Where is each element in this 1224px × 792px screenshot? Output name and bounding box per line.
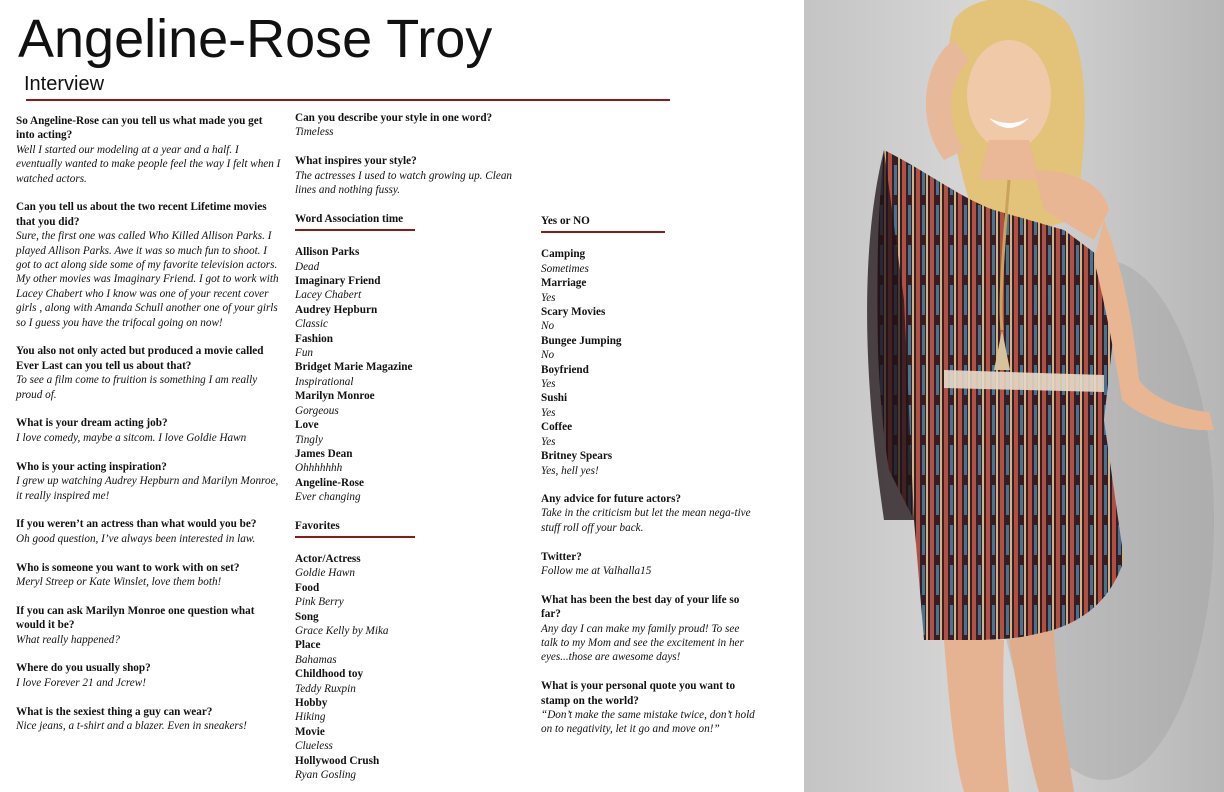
portrait-photo: [804, 0, 1224, 792]
answer: I love comedy, maybe a sitcom. I love Goldie Hawn: [16, 431, 247, 444]
list-item: [541, 305, 757, 334]
answer: What really happened?: [16, 633, 120, 646]
qa-item: [16, 200, 282, 330]
list-item: [541, 334, 757, 363]
list-item: [295, 696, 530, 725]
answer: Any day I can make my family proud! To see talk to my Mom and see the excitement in her eyes...those are awesome days!: [541, 622, 744, 664]
question: You also not only acted but produced a movie called Ever Last can you tell us about that?: [16, 345, 264, 372]
item-value: Fun: [295, 347, 314, 360]
answer: Meryl Streep or Kate Winslet, love them both!: [16, 575, 222, 588]
item-key: Place: [295, 639, 321, 652]
item-value: Ryan Gosling: [295, 769, 357, 782]
item-value: Gorgeous: [295, 404, 339, 417]
question: So Angeline-Rose can you tell us what made you get into acting?: [16, 115, 263, 142]
item-key: Movie: [295, 725, 325, 738]
list-item: [295, 610, 530, 639]
interview-column-1: [16, 114, 282, 748]
answer: I grew up watching Audrey Hepburn and Marilyn Monroe, it really inspired me!: [16, 475, 279, 502]
item-key: Fashion: [295, 332, 333, 345]
item-key: Love: [295, 419, 319, 432]
item-key: Song: [295, 610, 319, 623]
qa-item: [295, 111, 530, 140]
qa-item: [16, 517, 282, 546]
qa-item: [541, 679, 757, 737]
item-value: Yes, hell yes!: [541, 464, 599, 477]
item-key: Hobby: [295, 697, 328, 709]
item-key: Imaginary Friend: [295, 275, 381, 288]
item-key: Bungee Jumping: [541, 334, 622, 347]
question: If you weren’t an actress than what would you be?: [16, 518, 257, 531]
question: If you can ask Marilyn Monroe one question what would it be?: [16, 604, 255, 632]
item-value: Classic: [295, 318, 328, 331]
item-key: Actor/Actress: [295, 552, 361, 565]
qa-item: [16, 604, 282, 647]
item-key: Angeline-Rose: [295, 476, 364, 489]
item-value: Inspirational: [295, 375, 354, 388]
answer: Sure, the first one was called Who Killed Allison Parks. I played Allison Parks. Awe it was so much fun to shoot. I got to act along side some of my favorite television actors. My other movies was Imaginary Friend. I got to work with Lacey Chabert who I know was one of your recent cover girls , along with Amanda Schull another one of your girls so I guess you have the trifocal going on now!: [16, 230, 279, 329]
word-association-list: [295, 245, 530, 504]
item-value: Yes: [541, 435, 556, 448]
item-value: Yes: [541, 406, 556, 419]
answer: Oh good question, I’ve always been interested in law.: [16, 532, 256, 545]
item-key: Boyfriend: [541, 363, 589, 376]
favorites-heading: Favorites: [295, 519, 415, 538]
qa-item: [16, 661, 282, 690]
item-value: No: [541, 320, 555, 333]
qa-item: [16, 460, 282, 503]
qa-item: [16, 114, 282, 186]
answer: “Don’t make the same mistake twice, don’t hold on to negativity, let it go and move on!”: [541, 708, 755, 736]
item-value: Ohhhhhhh: [295, 462, 343, 475]
item-value: Grace Kelly by Mika: [295, 624, 389, 637]
list-item: [541, 363, 757, 392]
item-value: Lacey Chabert: [295, 289, 362, 302]
portrait-illustration: [804, 0, 1224, 792]
item-value: Yes: [541, 378, 556, 391]
list-item: [295, 754, 530, 783]
item-value: Yes: [541, 291, 556, 304]
yes-or-no-heading: Yes or NO: [541, 214, 665, 233]
item-value: Dead: [295, 260, 320, 273]
favorites-list: [295, 552, 530, 783]
list-item: [295, 447, 530, 476]
list-item: [541, 276, 757, 305]
qa-item: [295, 154, 530, 197]
list-item: [295, 274, 530, 303]
list-item: [295, 360, 530, 389]
qa-item: [16, 705, 282, 734]
list-item: [541, 420, 757, 449]
item-key: James Dean: [295, 447, 353, 460]
item-value: Goldie Hawn: [295, 567, 355, 580]
qa-item: [16, 416, 282, 445]
question: Can you tell us about the two recent Lifetime movies that you did?: [16, 201, 267, 228]
item-value: Bahamas: [295, 653, 337, 666]
page-subtitle: Interview: [24, 73, 105, 95]
answer: Nice jeans, a t-shirt and a blazer. Even in sneakers!: [16, 719, 247, 732]
item-value: Pink Berry: [295, 596, 344, 609]
item-key: Food: [295, 581, 320, 594]
item-key: Sushi: [541, 392, 568, 405]
qa-item: [16, 344, 282, 402]
item-value: Teddy Ruxpin: [295, 682, 356, 695]
qa-item: [541, 593, 757, 665]
question: Twitter?: [541, 550, 582, 563]
list-item: [295, 389, 530, 418]
list-item: [295, 303, 530, 332]
list-item: [295, 638, 530, 667]
item-value: Ever changing: [295, 491, 361, 504]
question: What is your dream acting job?: [16, 417, 168, 430]
qa-item: [541, 492, 757, 535]
question: What has been the best day of your life so far?: [541, 593, 740, 621]
item-value: Tingly: [295, 433, 323, 446]
item-key: Hollywood Crush: [295, 754, 380, 767]
answer: To see a film come to fruition is something I am really proud of.: [16, 374, 258, 401]
item-key: Audrey Hepburn: [295, 303, 378, 316]
answer: Well I started our modeling at a year and a half. I eventually wanted to make people feel the way I felt when I watched actors.: [16, 143, 281, 185]
qa-item: [541, 550, 757, 579]
item-key: Marriage: [541, 277, 587, 290]
item-value: Clueless: [295, 740, 333, 753]
question: Who is someone you want to work with on set?: [16, 561, 240, 574]
item-key: Camping: [541, 248, 586, 261]
question: Any advice for future actors?: [541, 492, 682, 505]
list-item: [295, 245, 530, 274]
item-value: Hiking: [295, 711, 326, 724]
interview-column-2: [295, 111, 530, 782]
list-item: [295, 552, 530, 581]
list-item: [295, 581, 530, 610]
page-title: Angeline-Rose Troy: [18, 9, 493, 69]
list-item: [295, 725, 530, 754]
list-item: [295, 476, 530, 505]
question: Can you describe your style in one word?: [295, 112, 493, 124]
answer: Take in the criticism but let the mean nega-tive stuff roll off your back.: [541, 507, 751, 534]
answer: The actresses I used to watch growing up. Clean lines and nothing fussy.: [295, 169, 513, 197]
item-key: Childhood toy: [295, 668, 364, 681]
list-item: [541, 391, 757, 420]
question: Where do you usually shop?: [16, 662, 151, 675]
item-key: Britney Spears: [541, 450, 613, 463]
list-item: [295, 667, 530, 696]
interview-column-3: [541, 214, 757, 751]
answer: Timeless: [295, 126, 334, 139]
list-item: [541, 247, 757, 276]
list-item: [541, 449, 757, 478]
item-value: Sometimes: [541, 262, 589, 275]
item-key: Bridget Marie Magazine: [295, 361, 413, 374]
item-key: Coffee: [541, 421, 573, 434]
item-value: No: [541, 349, 555, 362]
item-key: Allison Parks: [295, 246, 360, 259]
question: Who is your acting inspiration?: [16, 460, 167, 473]
list-item: [295, 418, 530, 447]
title-divider: [26, 99, 670, 101]
list-item: [295, 332, 530, 361]
word-association-heading: Word Association time: [295, 212, 415, 231]
item-key: Scary Movies: [541, 306, 606, 319]
qa-item: [16, 561, 282, 590]
answer: I love Forever 21 and Jcrew!: [16, 676, 146, 689]
answer: Follow me at Valhalla15: [541, 564, 652, 577]
yes-or-no-list: [541, 247, 757, 478]
question: What is the sexiest thing a guy can wear?: [16, 705, 213, 718]
question: What is your personal quote you want to stamp on the world?: [541, 680, 736, 707]
question: What inspires your style?: [295, 155, 417, 168]
item-key: Marilyn Monroe: [295, 390, 375, 403]
